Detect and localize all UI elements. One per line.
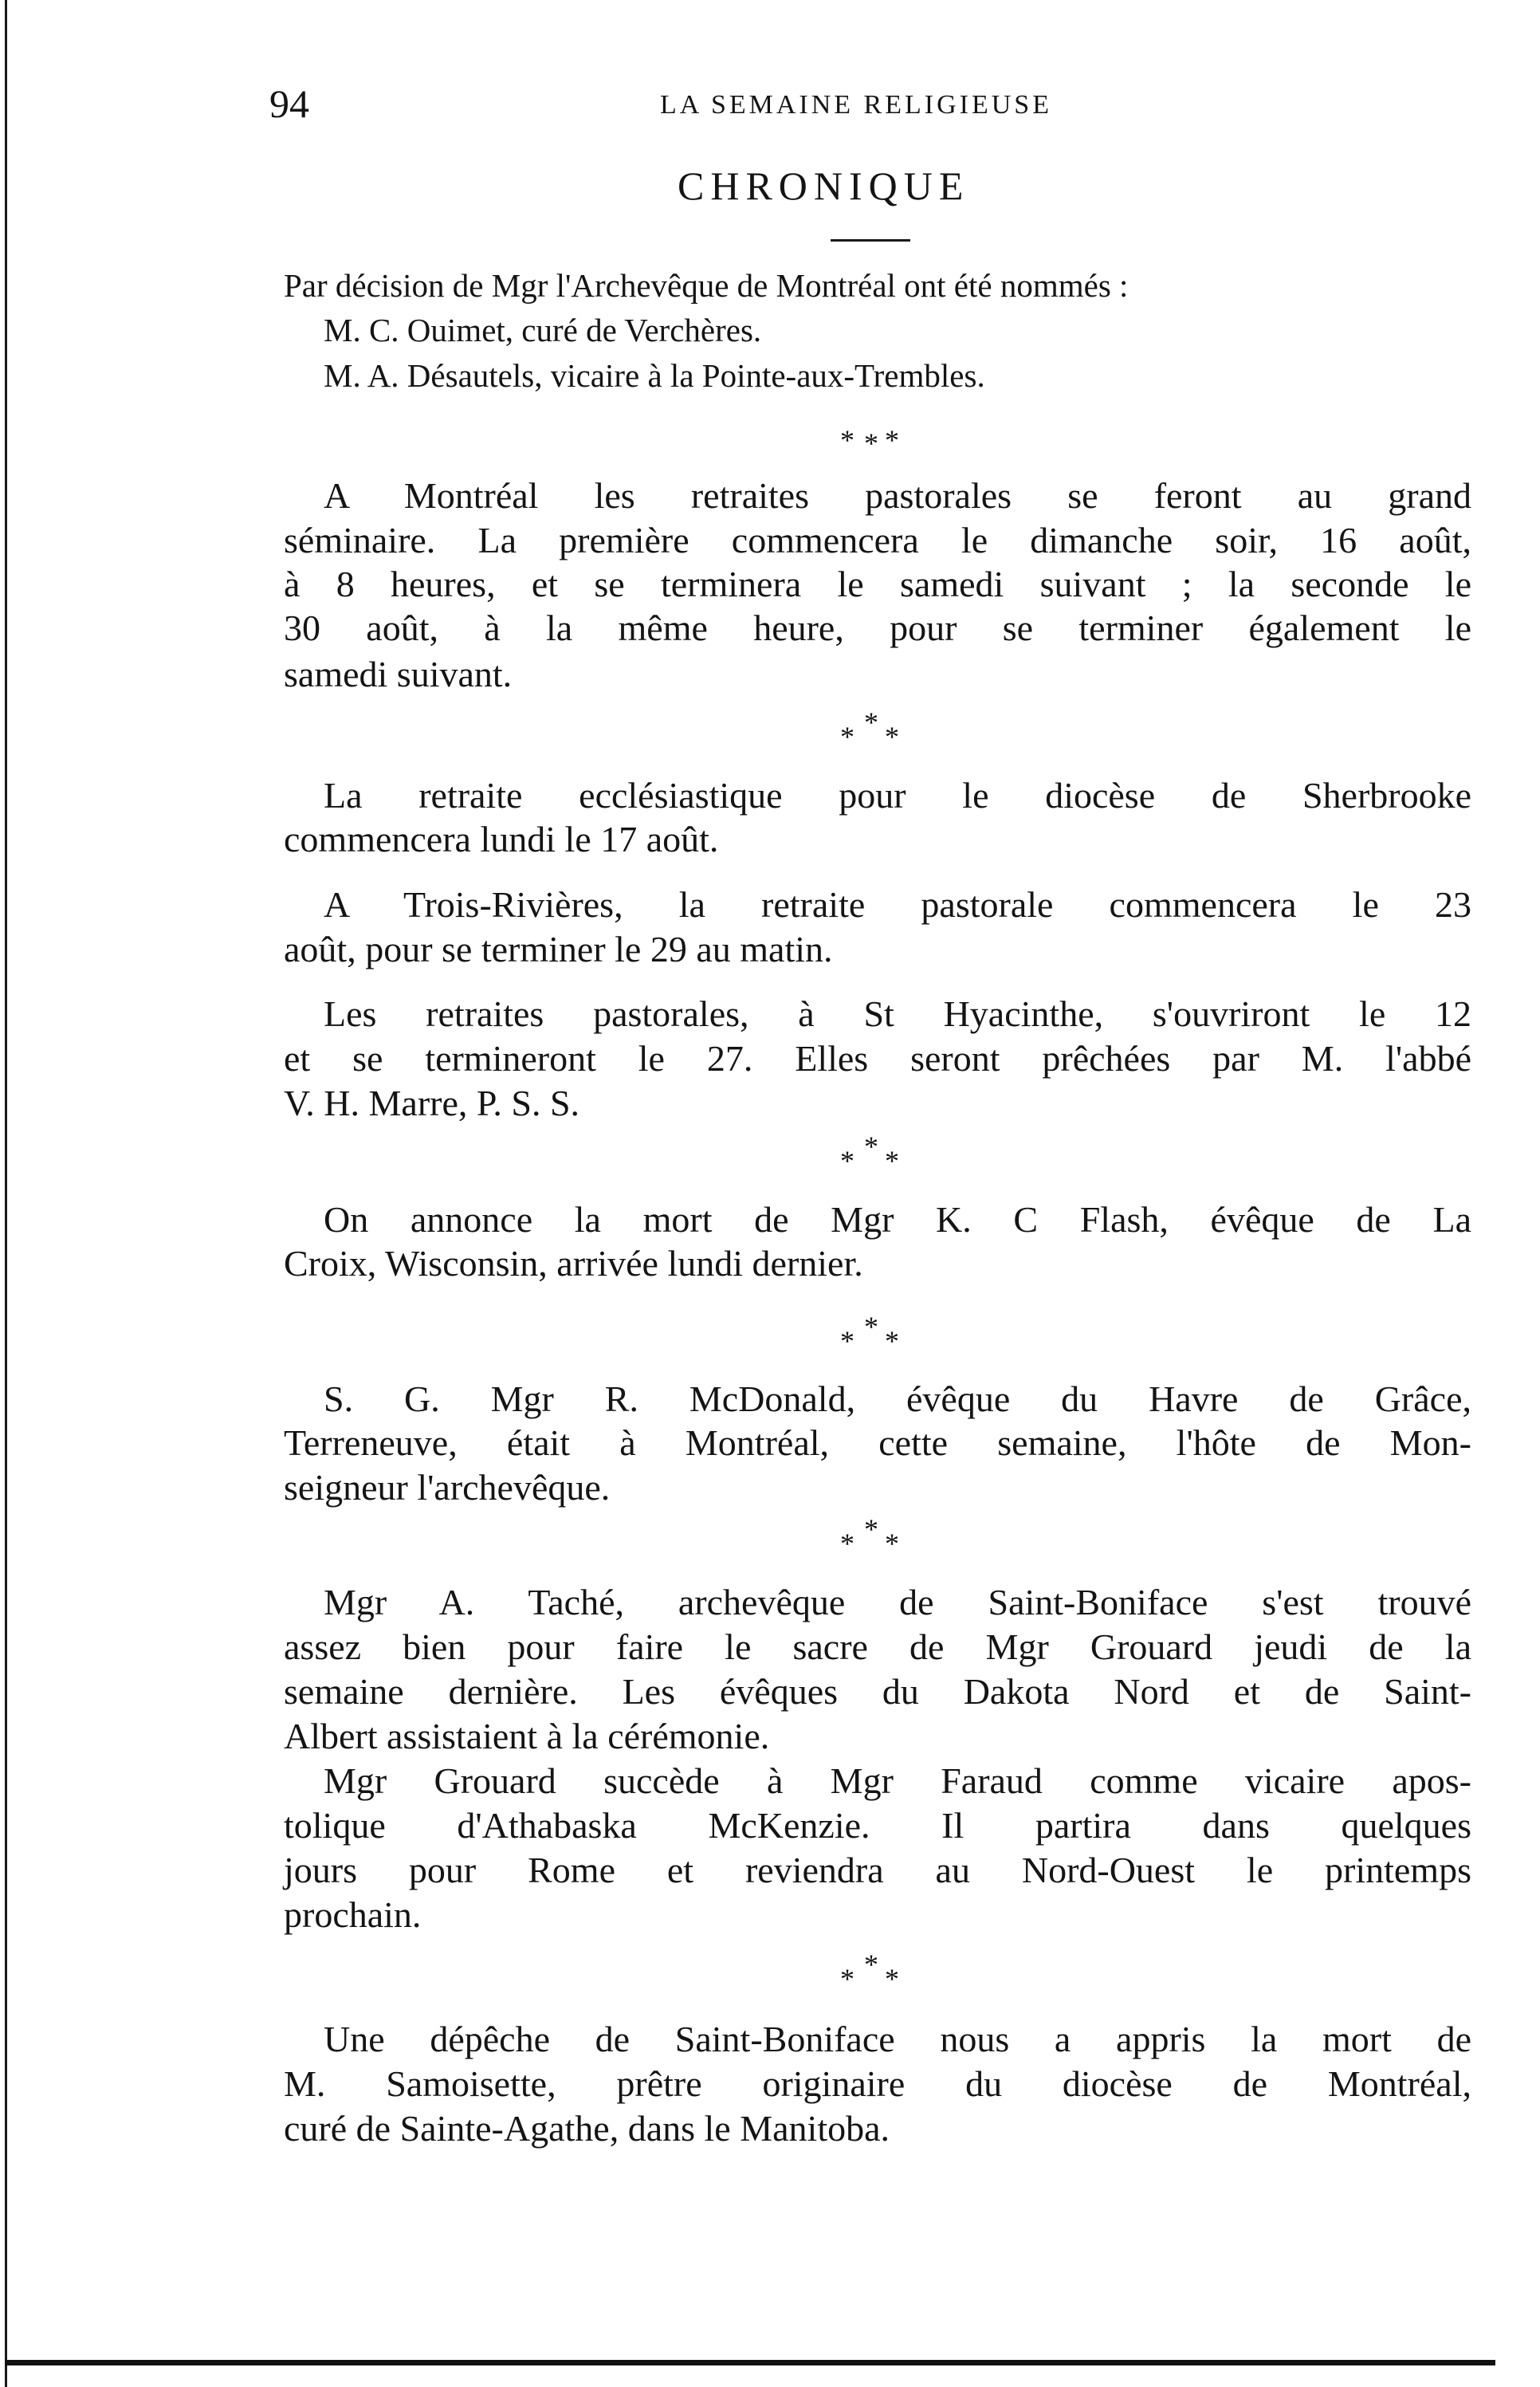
text-line: M. C. Ouimet, curé de Verchères. xyxy=(324,312,762,348)
asterism-star: * xyxy=(840,1325,854,1357)
asterism-star: * xyxy=(840,1528,854,1559)
text-line: S. G. Mgr R. McDonald, évêque du Havre de Grâce, xyxy=(324,1378,1471,1419)
text-line: Les retraites pastorales, à St Hyacinthe, s'ouvriront le 12 xyxy=(324,993,1471,1034)
asterism-star: * xyxy=(885,424,899,456)
text-line: Mgr Grouard succède à Mgr Faraud comme vicaire apos- xyxy=(324,1760,1471,1801)
text-line: semaine dernière. Les évêques du Dakota Nord et de Saint- xyxy=(284,1671,1471,1712)
text-line: seigneur l'archevêque. xyxy=(284,1467,611,1508)
asterism-star: * xyxy=(864,1513,878,1545)
text-line: Croix, Wisconsin, arrivée lundi dernier. xyxy=(284,1243,863,1284)
asterism-separator xyxy=(840,411,912,459)
section-title: CHRONIQUE xyxy=(678,163,970,208)
text-line: jours pour Rome et reviendra au Nord-Ouest le printemps xyxy=(284,1850,1471,1890)
asterism-star: * xyxy=(864,427,878,459)
text-line: à 8 heures, et se terminera le samedi suivant ; la seconde le xyxy=(284,564,1471,604)
text-line: M. Samoisette, prêtre originaire du diocèse de Montréal, xyxy=(284,2063,1471,2104)
text-line: 30 août, à la même heure, pour se terminer également le xyxy=(284,608,1471,648)
asterism-star: * xyxy=(840,1145,854,1177)
asterism-star: * xyxy=(885,1963,899,1995)
running-title: LA SEMAINE RELIGIEUSE xyxy=(660,90,1052,120)
asterism-separator xyxy=(840,1131,912,1177)
text-line: samedi suivant. xyxy=(284,654,513,694)
text-line: et se termineront le 27. Elles seront prêchées par M. l'abbé xyxy=(284,1038,1471,1079)
text-line: séminaire. La première commencera le dimanche soir, 16 août, xyxy=(284,520,1471,560)
text-line: tolique d'Athabaska McKenzie. Il partira dans quelques xyxy=(284,1805,1471,1846)
text-line: assez bien pour faire le sacre de Mgr Grouard jeudi de la xyxy=(284,1626,1471,1667)
text-line: Terreneuve, était à Montréal, cette semaine, l'hôte de Mon- xyxy=(284,1422,1471,1463)
asterism-star: * xyxy=(840,721,854,753)
text-line: Mgr A. Taché, archevêque de Saint-Boniface s'est trouvé xyxy=(324,1582,1471,1622)
asterism-star: * xyxy=(840,1963,854,1995)
asterism-star: * xyxy=(885,721,899,753)
page-left-border xyxy=(5,0,7,2387)
text-line: M. A. Désautels, vicaire à la Pointe-aux-Trembles. xyxy=(324,357,985,394)
asterism-star: * xyxy=(864,1949,878,1980)
text-line: La retraite ecclésiastique pour le diocèse de Sherbrooke xyxy=(324,775,1471,816)
asterism-star: * xyxy=(885,1145,899,1177)
asterism-separator xyxy=(840,1513,912,1559)
text-line: Une dépêche de Saint-Boniface nous a appris la mort de xyxy=(324,2019,1471,2059)
asterism-star: * xyxy=(885,1325,899,1357)
page-bottom-border xyxy=(5,2360,1495,2365)
text-line: prochain. xyxy=(284,1894,422,1935)
asterism-star: * xyxy=(864,1311,878,1343)
text-line: Albert assistaient à la cérémonie. xyxy=(284,1716,770,1756)
text-line: A Montréal les retraites pastorales se feront au grand xyxy=(324,475,1471,516)
page-number: 94 xyxy=(269,81,309,126)
text-line: août, pour se terminer le 29 au matin. xyxy=(284,929,833,969)
asterism-star: * xyxy=(864,706,878,738)
asterism-separator xyxy=(840,1311,912,1357)
text-line: Par décision de Mgr l'Archevêque de Montréal ont été nommés : xyxy=(284,267,1129,304)
asterism-star: * xyxy=(885,1528,899,1559)
asterism-star: * xyxy=(864,1131,878,1162)
text-line: curé de Sainte-Agathe, dans le Manitoba. xyxy=(284,2108,890,2149)
text-line: A Trois-Rivières, la retraite pastorale commencera le 23 xyxy=(324,884,1471,925)
text-line: commencera lundi le 17 août. xyxy=(284,819,719,859)
title-rule xyxy=(831,239,910,242)
text-line: On annonce la mort de Mgr K. C Flash, évêque de La xyxy=(324,1199,1471,1240)
asterism-separator xyxy=(840,706,912,753)
text-line: V. H. Marre, P. S. S. xyxy=(284,1083,580,1123)
asterism-separator xyxy=(840,1949,912,1995)
asterism-star: * xyxy=(840,424,854,456)
